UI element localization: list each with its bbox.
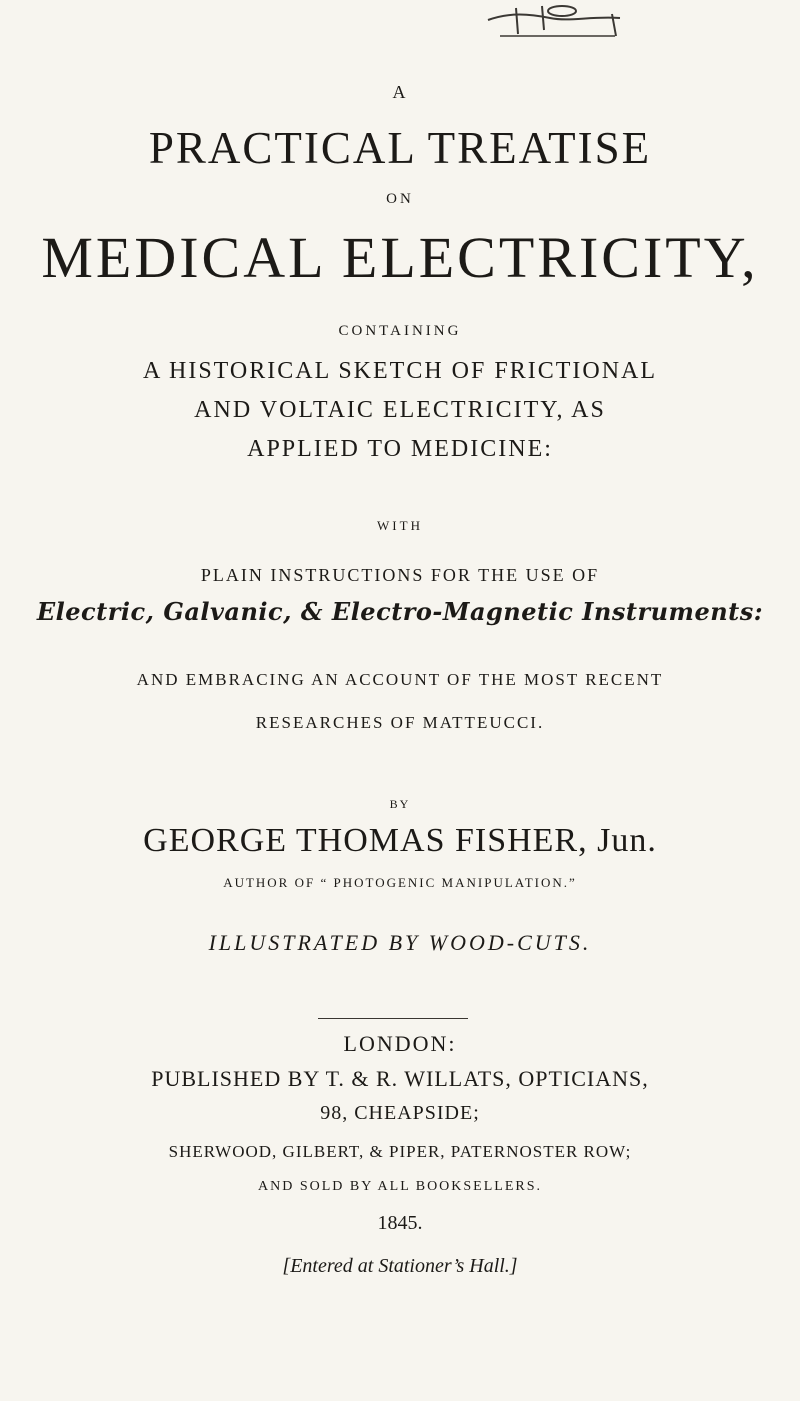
imprint-entered: [Entered at Stationer’s Hall.] [282,1255,518,1277]
title-line-2: MEDICAL ELECTRICITY, [41,225,759,290]
author-name: GEORGE THOMAS FISHER, Jun. [143,822,657,859]
ink-stamp-mark [480,0,630,38]
article-a: A [392,82,408,102]
sketch-line-2: AND VOLTAIC ELECTRICITY, AS [194,397,606,423]
instruments-line: Electric, Galvanic, & Electro-Magnetic Instruments: [36,597,764,626]
illustration-line: ILLUSTRATED BY WOOD-CUTS. [208,930,592,955]
title-line-1: PRACTICAL TREATISE [148,123,652,173]
by-label: BY [389,797,411,811]
title-on: ON [386,191,414,207]
with-label: WITH [377,518,423,533]
author-credit: AUTHOR OF “ PHOTOGENIC MANIPULATION.” [223,875,577,890]
instructions-line: PLAIN INSTRUCTIONS FOR THE USE OF [200,565,600,585]
embracing-line-2: RESEARCHES OF MATTEUCCI. [255,713,545,732]
imprint-year: 1845. [377,1212,423,1234]
imprint-sold: AND SOLD BY ALL BOOKSELLERS. [257,1179,543,1194]
embracing-line-1: AND EMBRACING AN ACCOUNT OF THE MOST RECENT [136,670,664,689]
imprint-published: PUBLISHED BY T. & R. WILLATS, OPTICIANS, [151,1066,649,1091]
sketch-line-3: APPLIED TO MEDICINE: [247,436,553,462]
imprint-partners: SHERWOOD, GILBERT, & PIPER, PATERNOSTER ROW; [168,1142,632,1161]
imprint-address: 98, CHEAPSIDE; [320,1102,480,1124]
imprint-city: LONDON: [343,1031,457,1056]
divider-rule [318,1018,468,1019]
containing-label: CONTAINING [338,323,462,339]
sketch-line-1: A HISTORICAL SKETCH OF FRICTIONAL [142,358,658,384]
